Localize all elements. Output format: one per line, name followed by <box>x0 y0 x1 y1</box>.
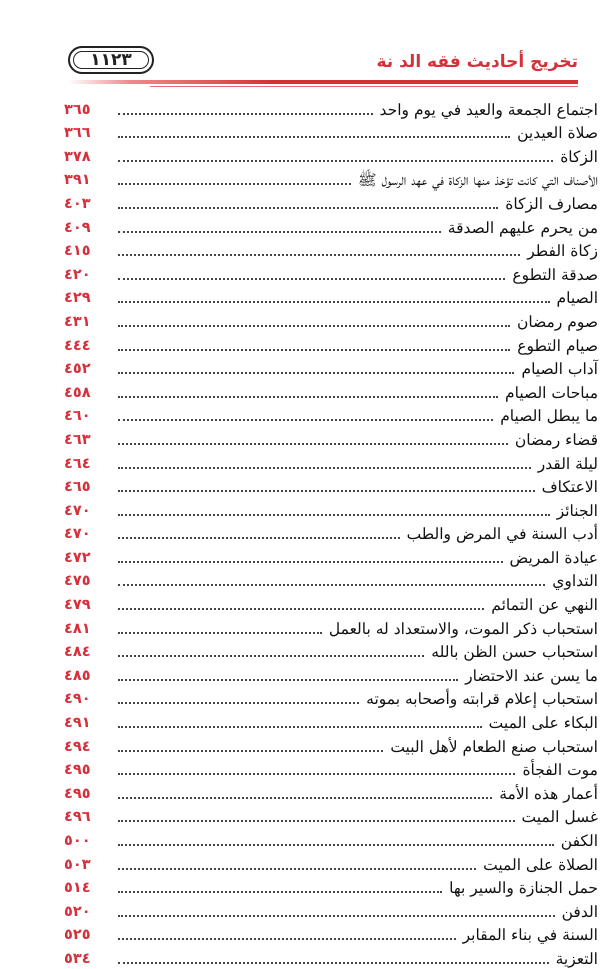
toc-entry-page-number: ٤٠٣ <box>64 195 91 212</box>
page-number-badge <box>68 46 154 74</box>
toc-dot-leader <box>118 183 351 185</box>
toc-dot-leader <box>118 632 322 634</box>
toc-entry <box>64 521 598 545</box>
toc-entry-title: الأصناف التي كانت تؤخذ منها الزكاة في عهد الرسول ﷺ <box>357 171 598 190</box>
toc-dot-leader <box>118 349 510 351</box>
toc-entry <box>64 497 598 521</box>
toc-entry-title: صلاة العيدين <box>517 124 598 143</box>
toc-entry-page-number: ٣٩١ <box>64 172 91 189</box>
toc-entry-title: حمل الجنازة والسير بها <box>449 879 598 898</box>
toc-entry <box>64 568 598 592</box>
toc-entry <box>64 615 598 639</box>
toc-entry-page-number: ٤٨٥ <box>64 667 91 684</box>
toc-entry-title: صدقة التطوع <box>512 265 598 284</box>
toc-entry-page-number: ٤٢٩ <box>64 290 91 307</box>
toc-entry-title: غسل الميت <box>521 808 598 827</box>
toc-entry <box>64 945 598 969</box>
toc-dot-leader <box>118 797 492 799</box>
toc-entry-title: الدفن <box>561 902 598 921</box>
toc-dot-leader <box>118 467 531 469</box>
toc-dot-leader <box>118 844 554 846</box>
toc-entry-page-number: ٤٨٤ <box>64 644 91 661</box>
page-number: ١١٢٣ <box>90 50 132 70</box>
toc-dot-leader <box>118 891 442 893</box>
toc-entry-title: موت الفجأة <box>522 761 598 780</box>
toc-dot-leader <box>118 938 456 940</box>
toc-dot-leader <box>118 679 458 681</box>
toc-dot-leader <box>118 325 510 327</box>
toc-entry-page-number: ٤٩٤ <box>64 738 91 755</box>
toc-dot-leader <box>118 750 383 752</box>
toc-entry-title: الصلاة على الميت <box>483 855 598 874</box>
toc-entry-page-number: ٤٥٢ <box>64 361 91 378</box>
toc-entry-page-number: ٤٩٥ <box>64 762 91 779</box>
toc-entry <box>64 426 598 450</box>
toc-dot-leader <box>118 301 550 303</box>
toc-entry-page-number: ٣٦٥ <box>64 101 91 118</box>
toc-entry <box>64 379 598 403</box>
toc-entry <box>64 238 598 262</box>
toc-entry-title: عيادة المريض <box>509 548 598 567</box>
toc-entry <box>64 709 598 733</box>
toc-entry-page-number: ٣٧٨ <box>64 148 91 165</box>
toc-entry <box>64 544 598 568</box>
toc-entry <box>64 780 598 804</box>
toc-dot-leader <box>118 584 545 586</box>
toc-entry-title: الزكاة <box>560 147 598 166</box>
toc-dot-leader <box>118 608 484 610</box>
toc-entry-page-number: ٤٥٨ <box>64 384 91 401</box>
toc-entry-title: أعمار هذه الأمة <box>499 784 598 803</box>
toc-entry-page-number: ٤٦٤ <box>64 455 91 472</box>
toc-entry <box>64 214 598 238</box>
toc-dot-leader <box>118 136 510 138</box>
toc-dot-leader <box>118 962 549 964</box>
toc-entry-title: السنة في بناء المقابر <box>462 926 598 945</box>
toc-dot-leader <box>118 915 555 917</box>
toc-entry-page-number: ٤٨١ <box>64 620 91 637</box>
header-rule <box>68 80 578 84</box>
toc-entry-title: ليلة القدر <box>537 454 598 473</box>
toc-entry-title: صوم رمضان <box>516 312 598 331</box>
toc-entry-title: الكفن <box>560 832 598 850</box>
toc-entry-title: مصارف الزكاة <box>505 194 598 213</box>
toc-entry-page-number: ٥٢٥ <box>64 927 91 944</box>
toc-dot-leader <box>118 278 505 280</box>
toc-entry-page-number: ٥٠٠ <box>64 833 91 849</box>
toc-entry-title: قضاء رمضان <box>514 430 598 449</box>
toc-dot-leader <box>118 537 400 539</box>
toc-dot-leader <box>118 207 498 209</box>
toc-entry-page-number: ٥٢٠ <box>64 903 91 920</box>
toc-entry-page-number: ٤٧٥ <box>64 573 91 590</box>
toc-entry <box>64 591 598 615</box>
toc-entry-title: البكاء على الميت <box>488 714 598 733</box>
toc-entry <box>64 167 598 191</box>
toc-entry-page-number: ٤٩٦ <box>64 809 91 826</box>
toc-dot-leader <box>118 419 493 421</box>
toc-entry-page-number: ٤٧٠ <box>64 526 91 543</box>
toc-entry <box>64 190 598 214</box>
toc-entry-title: اجتماع الجمعة والعيد في يوم واحد <box>379 100 598 119</box>
toc-entry-title: مباحات الصيام <box>505 383 598 402</box>
toc-dot-leader <box>118 396 498 398</box>
toc-entry <box>64 261 598 285</box>
toc-entry-title: ما يسن عند الاحتضار <box>465 666 598 685</box>
toc-dot-leader <box>118 231 441 233</box>
toc-entry <box>64 96 598 120</box>
toc-dot-leader <box>118 773 515 775</box>
toc-entry <box>64 733 598 757</box>
toc-entry <box>64 686 598 710</box>
toc-entry-page-number: ٤٦٠ <box>64 408 91 425</box>
toc-entry-page-number: ٥١٤ <box>64 880 91 897</box>
toc-dot-leader <box>118 726 482 728</box>
toc-entry-page-number: ٤٦٣ <box>64 431 91 448</box>
toc-entry-title: صيام التطوع <box>517 336 598 355</box>
toc-entry-title: استحباب إعلام قرابته وأصحابه بموته <box>366 690 598 709</box>
toc-entry-page-number: ٤٩١ <box>64 715 91 732</box>
toc-entry <box>64 662 598 686</box>
toc-entry-page-number: ٤٩٥ <box>64 785 91 802</box>
toc-entry-title: آداب الصيام <box>521 360 598 379</box>
toc-entry <box>64 804 598 828</box>
toc-dot-leader <box>118 561 503 563</box>
toc-entry <box>64 898 598 922</box>
toc-dot-leader <box>118 490 535 492</box>
header-rule-thin <box>150 86 578 87</box>
toc-entry <box>64 403 598 427</box>
toc-entry-title: النهي عن التمائم <box>491 596 598 615</box>
toc-entry <box>64 875 598 899</box>
toc-entry-page-number: ٤٩٠ <box>64 691 91 708</box>
toc-entry <box>64 120 598 144</box>
toc-entry-page-number: ٤٤٤ <box>64 337 91 354</box>
toc-entry <box>64 757 598 781</box>
toc-dot-leader <box>118 702 359 704</box>
table-of-contents <box>64 96 598 969</box>
toc-dot-leader <box>118 514 550 516</box>
toc-entry-title: استحباب حسن الظن بالله <box>431 643 598 662</box>
toc-entry-page-number: ٤٧٢ <box>64 549 91 566</box>
toc-entry-page-number: ٤٧٠ <box>64 502 91 519</box>
toc-entry-title: الصيام <box>556 289 598 308</box>
toc-entry-title: الجنائز <box>556 501 598 520</box>
toc-entry-title: أدب السنة في المرض والطب <box>406 525 598 544</box>
book-title: تخريج أحاديث فقه الد نة <box>376 52 578 72</box>
toc-dot-leader <box>118 254 520 256</box>
toc-entry-page-number: ٤٢٠ <box>64 266 91 283</box>
toc-entry-title: التداوي <box>552 572 598 591</box>
toc-dot-leader <box>118 868 476 870</box>
toc-entry <box>64 332 598 356</box>
toc-entry-page-number: ٣٦٦ <box>64 125 91 142</box>
toc-entry-title: زكاة الفطر <box>527 242 598 261</box>
toc-entry-title: الاعتكاف <box>541 478 598 497</box>
toc-entry <box>64 474 598 498</box>
toc-entry <box>64 922 598 946</box>
toc-dot-leader <box>118 113 373 115</box>
toc-entry-page-number: ٤٣١ <box>64 313 91 330</box>
toc-entry-page-number: ٥٠٣ <box>64 856 91 873</box>
toc-dot-leader <box>118 160 553 162</box>
toc-entry <box>64 285 598 309</box>
toc-entry-page-number: ٥٣٤ <box>64 950 91 967</box>
toc-entry-title: من يحرم عليهم الصدقة <box>447 218 598 237</box>
toc-entry <box>64 639 598 663</box>
page-number-badge-inner-border <box>73 51 149 69</box>
toc-dot-leader <box>118 443 508 445</box>
toc-entry-title: ما يبطل الصيام <box>500 407 598 426</box>
toc-entry <box>64 356 598 380</box>
toc-entry <box>64 308 598 332</box>
toc-entry-title: استحباب ذكر الموت، والاستعداد له بالعمل <box>328 619 598 638</box>
toc-entry <box>64 450 598 474</box>
page-header <box>0 0 614 96</box>
toc-entry-page-number: ٤٦٥ <box>64 479 91 496</box>
toc-dot-leader <box>118 655 424 657</box>
toc-entry-title: استحباب صنع الطعام لأهل البيت <box>390 737 598 756</box>
toc-dot-leader <box>118 372 514 374</box>
toc-dot-leader <box>118 820 515 822</box>
toc-entry <box>64 143 598 167</box>
toc-entry <box>64 851 598 875</box>
toc-entry <box>64 827 598 851</box>
toc-entry-page-number: ٤١٥ <box>64 243 91 260</box>
toc-entry-page-number: ٤٧٩ <box>64 597 91 614</box>
toc-entry-title: التعزية <box>555 949 598 968</box>
toc-entry-page-number: ٤٠٩ <box>64 219 91 236</box>
